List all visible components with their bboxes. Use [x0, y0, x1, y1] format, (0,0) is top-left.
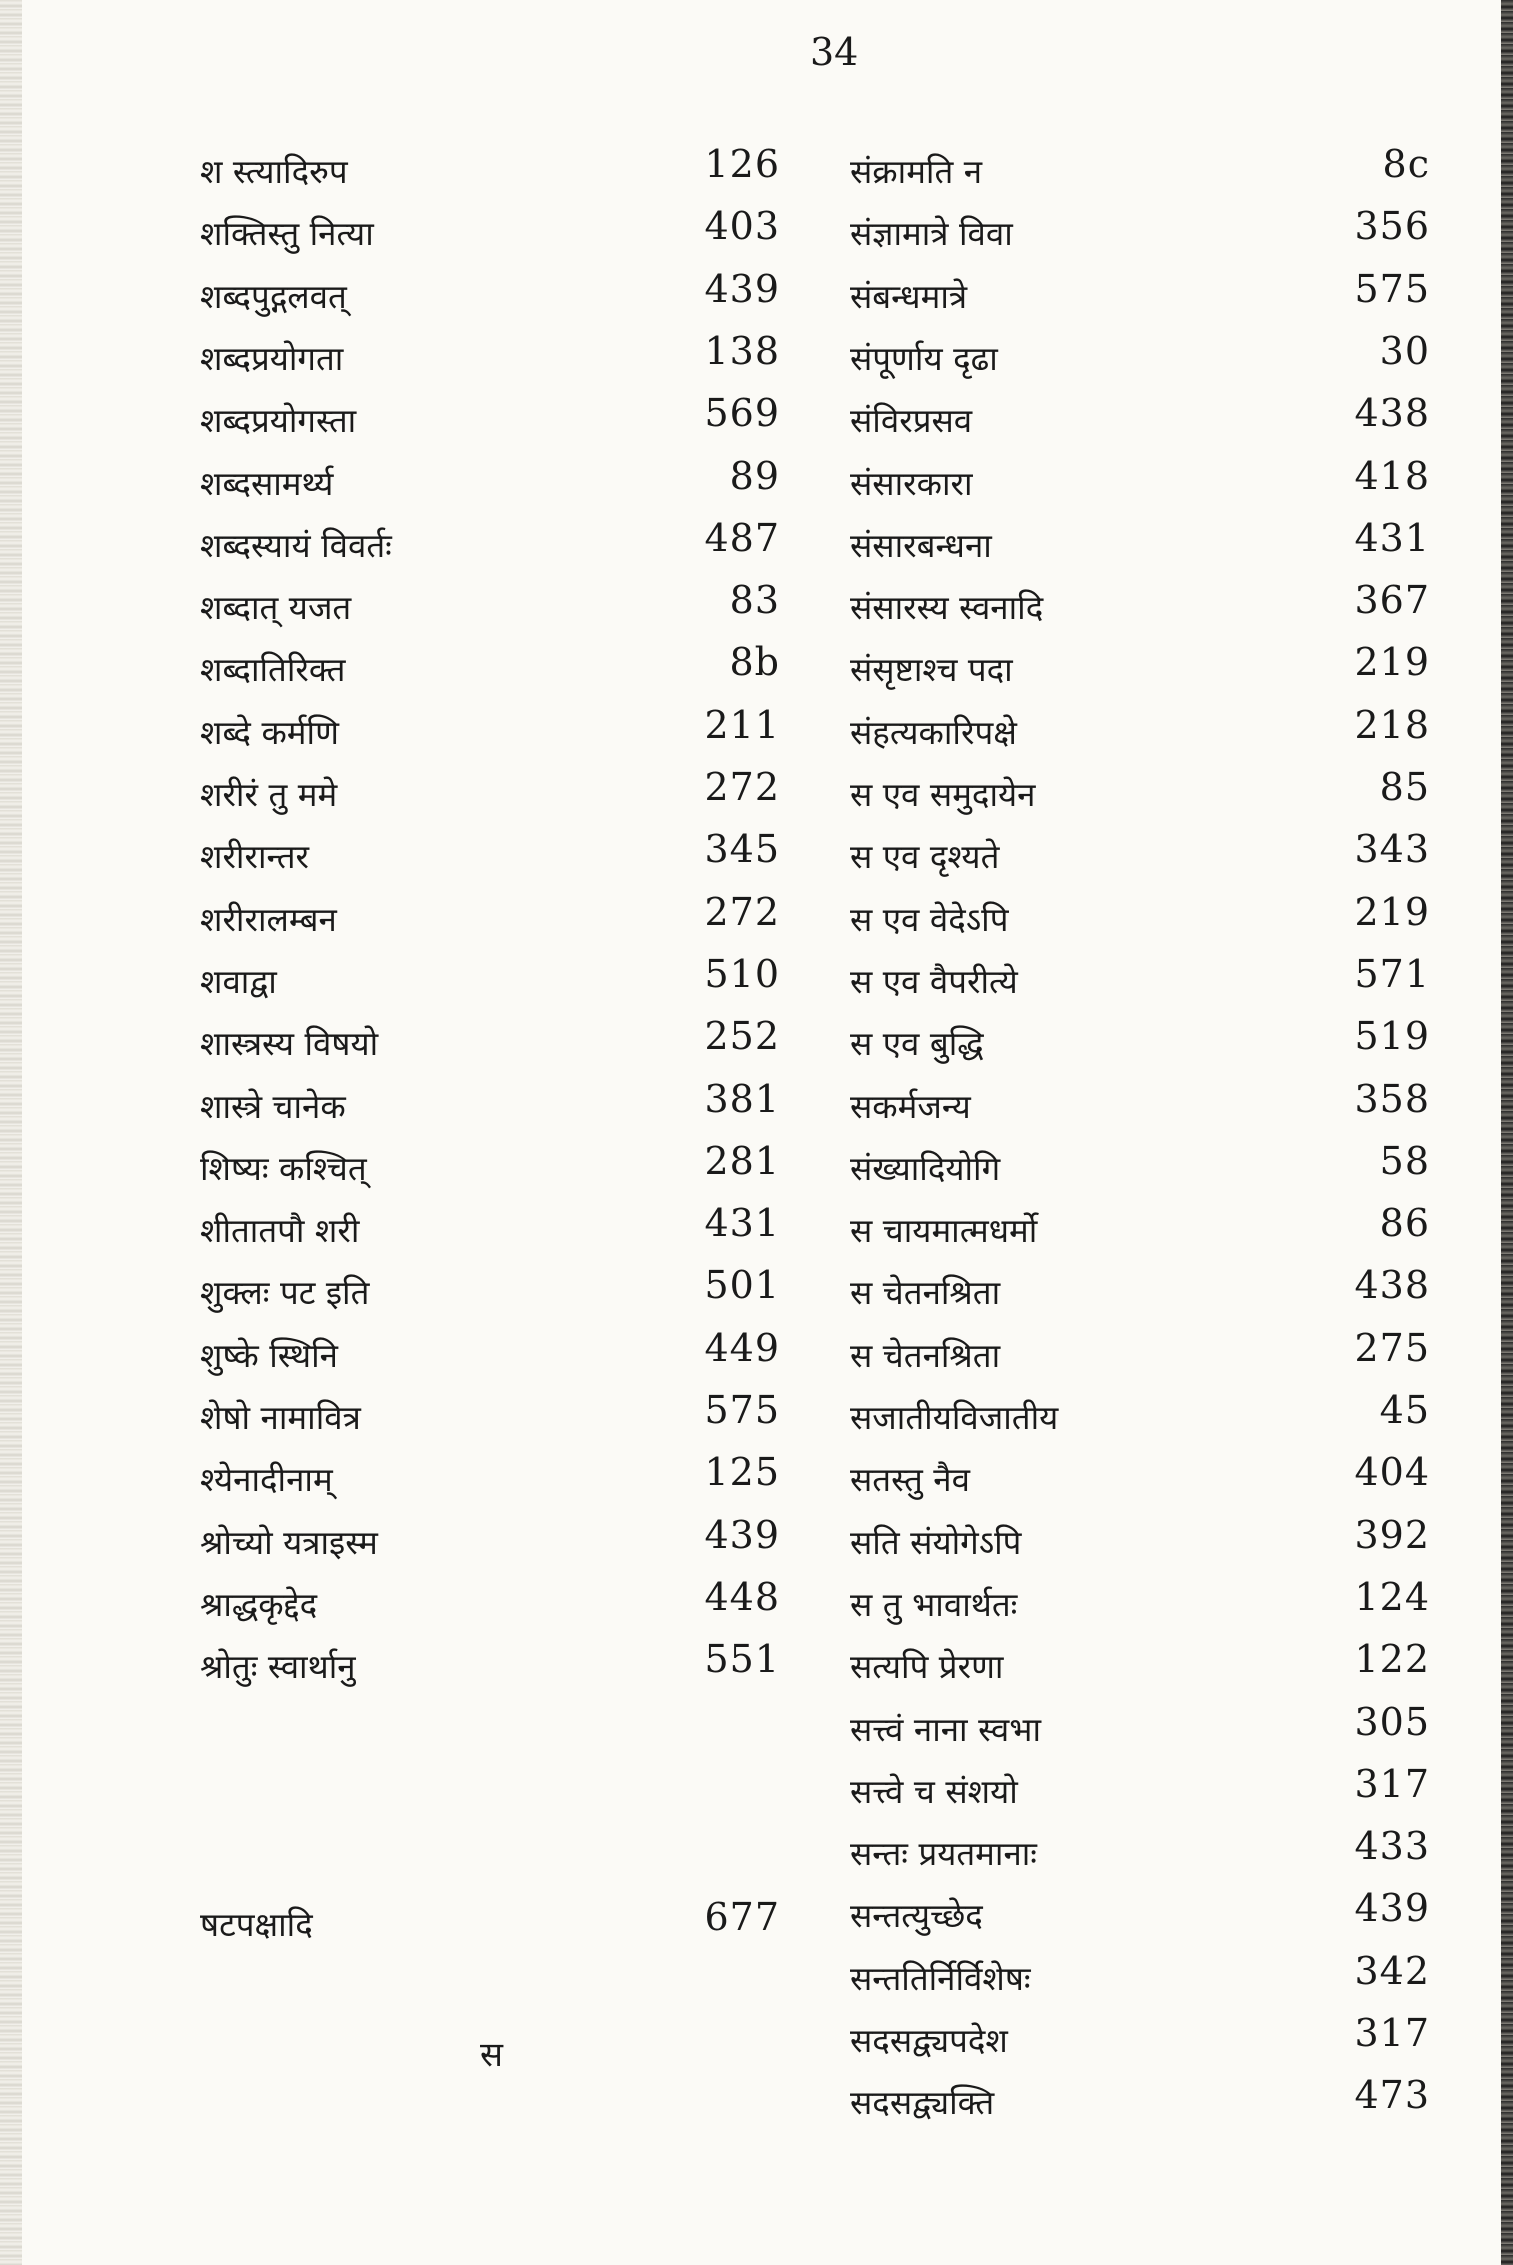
index-page-number: 487: [704, 515, 780, 560]
index-term: स एव वेदेऽपि: [850, 899, 1009, 939]
index-term: शब्दात् यजत: [200, 588, 352, 628]
index-term: शक्तिस्तु नित्या: [200, 214, 374, 254]
index-page-number: 439: [704, 266, 780, 311]
index-page-number: 345: [704, 827, 780, 872]
index-page-number: 275: [1354, 1325, 1430, 1370]
index-page-number: 501: [704, 1263, 780, 1308]
index-page-number: 30: [1379, 328, 1430, 373]
index-term: स एव समुदायेन: [850, 775, 1036, 814]
index-page-number: 122: [1354, 1637, 1430, 1682]
index-page-number: 89: [729, 453, 780, 498]
index-term: सन्ततिर्निर्विशेषः: [850, 1958, 1031, 1998]
index-term: संसारस्य स्वनादि: [850, 588, 1044, 628]
index-page-number: 519: [1354, 1014, 1430, 1059]
index-term: सन्तः प्रयतमानाः: [850, 1834, 1037, 1874]
index-term: सकर्मजन्य: [850, 1086, 971, 1126]
index-page-number: 569: [704, 391, 780, 436]
index-term: संसृष्टाश्च पदा: [850, 650, 1013, 690]
index-page-number: 281: [704, 1138, 780, 1183]
index-page-number: 272: [704, 889, 780, 934]
index-page-number: 252: [704, 1014, 780, 1059]
index-page-number: 8b: [729, 640, 780, 685]
index-page-number: 392: [1354, 1512, 1430, 1557]
index-page-number: 510: [704, 951, 780, 996]
index-term: सन्तत्युच्छेद: [850, 1896, 983, 1936]
index-term: स चेतनश्रिता: [850, 1335, 1001, 1375]
index-term: शेषो नामावित्र: [200, 1398, 361, 1437]
index-term: शब्दप्रयोगस्ता: [200, 401, 357, 441]
index-term: शब्दस्यायं विवर्तः: [200, 525, 392, 565]
index-term: सतस्तु नैव: [850, 1460, 970, 1500]
index-page-number: 551: [704, 1637, 780, 1682]
index-page-number: 438: [1354, 391, 1430, 436]
index-term: शब्दप्रयोगता: [200, 338, 344, 378]
index-page-number: 272: [704, 765, 780, 809]
index-page-number: 8c: [1382, 142, 1430, 186]
index-page-number: 404: [1354, 1450, 1430, 1495]
index-term: शरीरं तु ममे: [200, 775, 338, 814]
index-page-number: 431: [704, 1201, 780, 1246]
index-page-number: 473: [1354, 2073, 1430, 2118]
index-term: स एव बुद्धि: [850, 1024, 984, 1064]
index-term: श स्त्यादिरुप: [200, 152, 348, 191]
index-term: शरीरालम्बन: [200, 899, 337, 939]
index-term: सत्त्वे च संशयो: [850, 1771, 1018, 1811]
index-page-number: 317: [1354, 1761, 1430, 1806]
index-page-number: 431: [1354, 515, 1430, 560]
index-page-number: 83: [729, 578, 780, 623]
index-term: संहत्यकारिपक्षे: [850, 712, 1017, 752]
index-term: शीतातपौ शरी: [200, 1211, 360, 1251]
index-page-number: 211: [704, 702, 780, 747]
index-page-number: 439: [1354, 1886, 1430, 1931]
index-page-number: 218: [1354, 702, 1430, 747]
index-term: स एव दृश्यते: [850, 837, 1000, 877]
index-term: संपूर्णाय दृढा: [850, 338, 998, 378]
index-page-number: 86: [1379, 1201, 1430, 1246]
index-term: संक्रामति न: [850, 152, 983, 191]
index-term: शास्त्रे चानेक: [200, 1086, 346, 1126]
index-page-number: 125: [704, 1450, 780, 1495]
index-term: शास्त्रस्य विषयो: [200, 1024, 379, 1064]
index-term: शब्दातिरिक्त: [200, 650, 346, 690]
index-term: सदसद्व्यक्ति: [850, 2083, 995, 2123]
index-term: शिष्यः कश्चित्: [200, 1148, 367, 1188]
index-term: स चायमात्मधर्मो: [850, 1211, 1038, 1251]
index-term: संसारकारा: [850, 463, 973, 503]
index-term: स एव वैपरीत्ये: [850, 961, 1018, 1001]
index-page-number: 126: [704, 142, 780, 186]
index-term: सत्त्वं नाना स्वभा: [850, 1709, 1042, 1749]
index-term: स चेतनश्रिता: [850, 1273, 1001, 1313]
page-right-edge: [1501, 0, 1513, 2265]
index-page-number: 438: [1354, 1263, 1430, 1308]
index-term: शवाद्वा: [200, 961, 277, 1001]
index-term: संसारबन्धना: [850, 525, 992, 565]
index-term: सदसद्व्यपदेश: [850, 2021, 1008, 2060]
index-page-number: 356: [1354, 204, 1430, 249]
index-page-number: 433: [1354, 1824, 1430, 1869]
page-left-edge: [0, 0, 22, 2265]
index-page-number: 45: [1379, 1388, 1430, 1432]
page-number: 34: [810, 30, 859, 74]
index-term: शब्दे कर्मणि: [200, 712, 339, 752]
index-term: सजातीयविजातीय: [850, 1398, 1059, 1437]
index-page-number: 58: [1379, 1138, 1430, 1183]
index-term: संबन्धमात्रे: [850, 276, 968, 316]
index-term: संख्यादियोगि: [850, 1148, 1001, 1188]
index-term: शब्दसामर्थ्य: [200, 463, 334, 503]
index-page-number: 342: [1354, 1948, 1430, 1993]
index-term: संज्ञामात्रे विवा: [850, 214, 1013, 254]
index-term: श्रोच्यो यत्राइस्म: [200, 1522, 378, 1562]
index-term: शुक्लः पट इति: [200, 1273, 370, 1313]
index-page-number: 418: [1354, 453, 1430, 498]
index-term: संविरप्रसव: [850, 401, 973, 441]
index-page-number: 219: [1354, 640, 1430, 685]
index-page-number: 138: [704, 328, 780, 373]
index-page-number: 381: [704, 1076, 780, 1121]
index-page-number: 575: [1354, 266, 1430, 311]
index-page-number: 85: [1379, 765, 1430, 809]
index-page-number: 575: [704, 1388, 780, 1432]
index-page-number: 403: [704, 204, 780, 249]
index-page-number: 448: [704, 1574, 780, 1619]
index-page-number: 317: [1354, 2011, 1430, 2055]
index-page-number: 677: [704, 1895, 780, 1939]
index-page-number: 124: [1354, 1574, 1430, 1619]
index-term: श्राद्धकृद्देद: [200, 1584, 318, 1624]
section-letter: स: [480, 2035, 503, 2075]
index-page-number: 367: [1354, 578, 1430, 623]
index-term: शरीरान्तर: [200, 837, 309, 877]
index-term: षटपक्षादि: [200, 1905, 313, 1944]
index-page-number: 219: [1354, 889, 1430, 934]
index-page-number: 439: [704, 1512, 780, 1557]
index-page-number: 358: [1354, 1076, 1430, 1121]
index-term: श्येनादीनाम्: [200, 1460, 333, 1500]
index-page-number: 343: [1354, 827, 1430, 872]
index-page-number: 305: [1354, 1699, 1430, 1744]
index-term: सत्यपि प्रेरणा: [850, 1647, 1004, 1687]
index-term: सति संयोगेऽपि: [850, 1522, 1022, 1562]
index-term: श्रोतुः स्वार्थानु: [200, 1647, 356, 1687]
index-term: शब्दपुद्गलवत्: [200, 276, 347, 316]
index-page-number: 449: [704, 1325, 780, 1370]
index-page-number: 571: [1354, 951, 1430, 996]
index-term: शुष्के स्थिनि: [200, 1335, 338, 1375]
index-term: स तु भावार्थतः: [850, 1584, 1018, 1624]
